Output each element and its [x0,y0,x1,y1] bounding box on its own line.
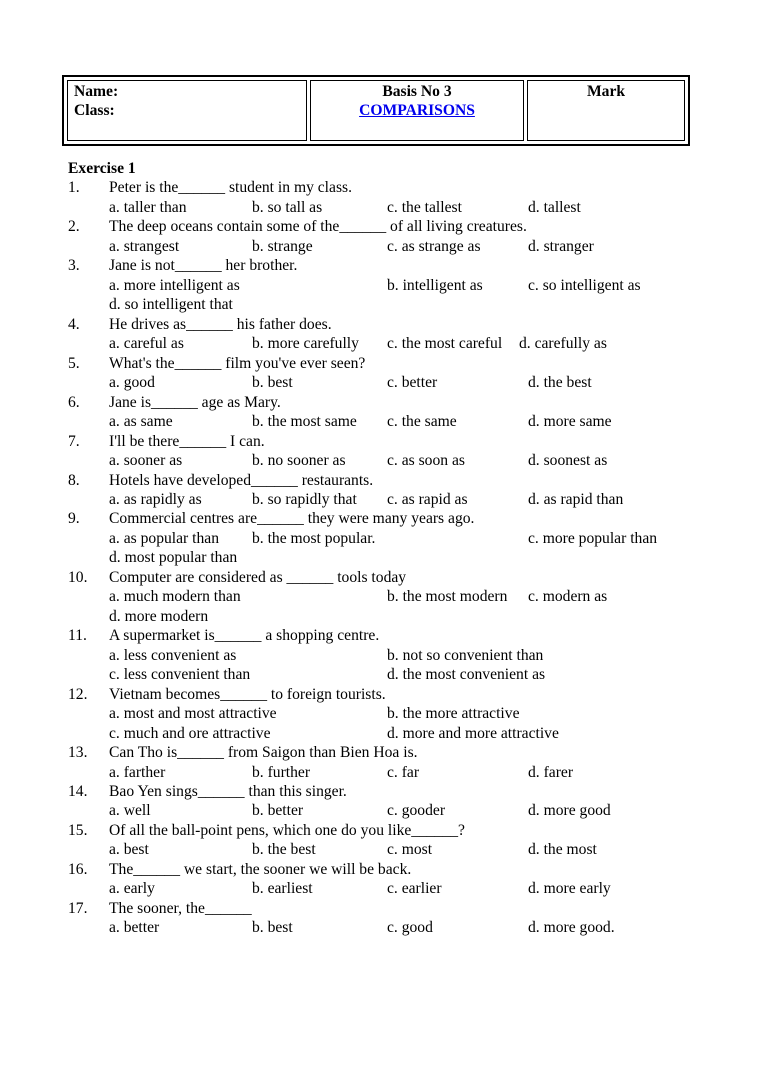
option-item: c. gooder [387,802,446,820]
option-row [109,918,708,937]
comparisons-link[interactable]: COMPARISONS [359,102,475,120]
option-item: b. the most popular. [252,529,376,547]
question-text: The sooner, the______ [109,899,252,917]
option-item: a. taller than [109,198,187,216]
question-number: 15. [68,821,88,839]
option-row [109,646,708,665]
option-item: b. best [252,374,293,392]
question-text: I'll be there______ I can. [109,432,265,450]
option-item: a. strangest [109,237,180,255]
question-line [68,821,708,840]
option-item: b. best [252,919,293,937]
option-row [109,840,708,859]
option-item: d. stranger [528,237,594,255]
question-number: 8. [68,471,80,489]
class-label: Class: [74,102,115,120]
worksheet-subtitle: Basis No 3 [382,83,452,100]
option-row [109,704,708,723]
option-item: d. tallest [528,198,581,216]
option-item: a. most and most attractive [109,705,277,723]
question-line [68,354,708,373]
option-item: a. sooner as [109,452,183,470]
option-row [109,237,708,256]
option-item: b. so rapidly that [252,490,357,508]
option-item: a. good [109,374,155,392]
question-text: Jane is not______ her brother. [109,257,298,275]
question-number: 4. [68,315,80,333]
question-number: 10. [68,568,88,586]
question-text: What's the______ film you've ever seen? [109,354,366,372]
option-row [109,412,708,431]
option-item: a. much modern than [109,588,241,606]
question-number: 3. [68,257,80,275]
question-text: Bao Yen sings______ than this singer. [109,783,347,800]
question-number: 12. [68,685,88,703]
question-text: Commercial centres are______ they were many years ago. [109,510,475,528]
option-item: a. better [109,919,160,937]
option-row [109,879,708,898]
option-row [109,724,708,743]
option-item: b. strange [252,237,313,255]
question-text: Of all the ball-point pens, which one do you like______? [109,821,465,839]
option-item: a. as same [109,413,173,431]
option-item: d. more good. [528,919,615,937]
name-label: Name: [74,83,119,100]
option-item: c. the most careful [387,335,503,353]
option-item: b. further [252,763,311,781]
option-item: b. so tall as [252,198,323,216]
option-row [109,587,708,606]
option-row [109,451,708,470]
option-item: d. more same [528,413,612,431]
questions [68,178,708,937]
question-line [68,315,708,334]
question-line [68,782,708,801]
option-row [109,295,708,314]
option-item: c. so intelligent as [528,276,641,294]
option-row [109,529,708,548]
option-item: a. more intelligent as [109,276,240,294]
question-number: 9. [68,510,80,528]
question-text: Vietnam becomes______ to foreign tourists. [109,685,386,703]
option-item: c. earlier [387,880,442,898]
question-line [68,899,708,918]
option-row [109,665,708,684]
option-item: a. well [109,802,151,820]
option-item: b. the more attractive [387,705,520,723]
option-item: d. more good [528,802,611,820]
mark-label: Mark [586,83,626,100]
option-item: a. best [109,841,149,859]
option-item: c. more popular than [528,529,658,547]
option-item: c. less convenient than [109,666,251,684]
option-item: b. the most modern [387,588,508,606]
question-number: 6. [68,393,80,411]
option-item: b. the best [252,841,316,859]
header-table [62,75,690,146]
option-item: d. more and more attractive [387,724,559,742]
option-item: a. as popular than [109,529,219,547]
option-item: d. carefully as [519,335,607,353]
question-line [68,217,708,236]
option-item: a. farther [109,763,166,781]
option-item: b. better [252,802,304,820]
question-text: Computer are considered as ______ tools today [109,568,407,586]
option-item: b. more carefully [252,335,359,353]
question-number: 16. [68,860,88,878]
option-row [109,763,708,782]
option-item: c. the tallest [387,198,462,216]
question-number: 2. [68,218,80,236]
mark-cell [527,80,685,141]
option-item: c. better [387,374,438,392]
question-line [68,685,708,704]
option-item: b. earliest [252,880,313,898]
question-number: 11. [68,627,87,645]
option-item: c. as rapid as [387,490,468,508]
option-item: c. as strange as [387,237,481,255]
option-item: a. early [109,880,155,898]
question-text: The deep oceans contain some of the______ of all living creatures. [109,218,527,236]
exercise-content [68,159,708,938]
option-item: d. more modern [109,607,209,625]
question-line [68,626,708,645]
question-number: 14. [68,783,88,800]
question-line [68,256,708,275]
option-row [109,490,708,509]
option-item: b. not so convenient than [387,646,544,664]
question-text: Jane is______ age as Mary. [109,393,281,411]
option-item: c. far [387,763,420,781]
question-text: Hotels have developed______ restaurants. [109,471,374,489]
option-item: d. the most [528,841,597,859]
option-row [109,607,708,626]
option-item: d. the best [528,374,592,392]
option-row [109,198,708,217]
option-item: b. the most same [252,413,357,431]
option-item: d. as rapid than [528,490,624,508]
question-number: 13. [68,744,88,762]
option-row [109,373,708,392]
question-number: 5. [68,354,80,372]
question-line [68,432,708,451]
question-text: Can Tho is______ from Saigon than Bien Hoa is. [109,744,418,762]
question-number: 17. [68,899,88,917]
option-item: d. more early [528,880,611,898]
option-item: d. soonest as [528,452,608,470]
option-row [109,276,708,295]
option-item: a. less convenient as [109,646,237,664]
option-row [109,548,708,567]
question-line [68,568,708,587]
question-line [68,509,708,528]
question-line [68,860,708,879]
question-line [68,743,708,762]
option-item: c. much and ore attractive [109,724,271,742]
question-number: 7. [68,432,80,450]
question-text: The______ we start, the sooner we will be back. [109,860,412,878]
option-item: a. as rapidly as [109,490,202,508]
option-row [109,334,708,353]
option-item: c. most [387,841,433,859]
option-item: c. the same [387,413,457,431]
question-text: He drives as______ his father does. [109,315,332,333]
title-cell [310,80,524,141]
question-line [68,471,708,490]
option-item: c. good [387,919,433,937]
option-item: d. the most convenient as [387,666,546,684]
option-item: a. careful as [109,335,184,353]
name-class-cell [67,80,307,141]
option-item: d. most popular than [109,549,238,567]
option-row [109,801,708,820]
option-item: c. as soon as [387,452,465,470]
option-item: b. intelligent as [387,276,483,294]
question-text: Peter is the______ student in my class. [109,179,352,197]
option-item: d. so intelligent that [109,296,233,314]
question-number: 1. [68,179,80,197]
option-item: d. farer [528,763,574,781]
option-item: c. modern as [528,588,608,606]
exercise-heading: Exercise 1 [68,160,136,177]
question-line [68,178,708,197]
option-item: b. no sooner as [252,452,346,470]
question-line [68,393,708,412]
question-text: A supermarket is______ a shopping centre. [109,627,380,645]
